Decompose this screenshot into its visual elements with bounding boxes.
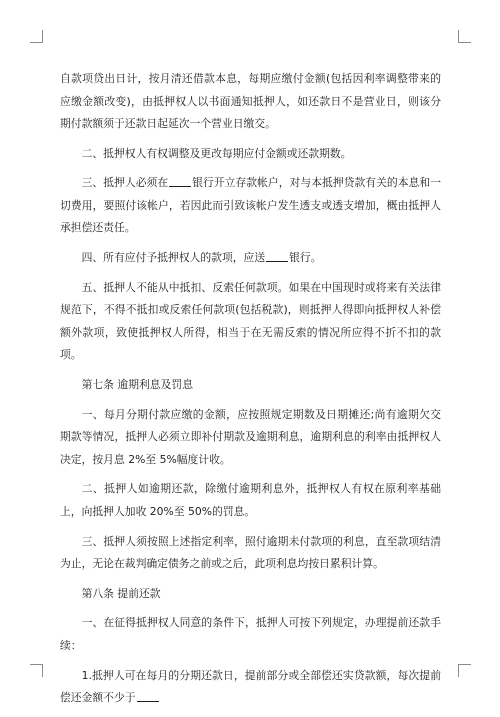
fill-in-blank — [266, 249, 288, 262]
paragraph-text-part: 三、抵押人必须在 — [81, 176, 169, 190]
paragraph-text-part: 银行。 — [289, 251, 322, 265]
paragraph-early-repayment-intro: 一、在征得抵押权人同意的条件下，抵押人可按下列规定，办理提前还款手续： — [60, 616, 441, 652]
fill-in-blank — [169, 174, 191, 187]
paragraph-text-part: 银行开立存款帐户，对与本抵押贷款有关的本息和一切费用，要照付该帐户，若因此而引致该帐户发生透支或透支增加，概由抵押人承担偿还责任。 — [60, 176, 442, 235]
paragraph-interest-accrual: 三、抵押人须按照上述指定利率，照付逾期未付款项的利息，直至款项结清为止，无论在裁判确定债务之前或之后，此项利息均按日累积计算。 — [60, 534, 441, 570]
paragraph-no-deduction: 五、抵押人不能从中抵扣、反索任何款项。如果在中国现时或将来有关法律规范下，不得不抵扣或反索任何款项(包括税款)，则抵押人得即向抵押权人补偿额外款项，致使抵押权人所得，相当于在无需反索的情况所应得不折不扣的款项。 — [60, 280, 441, 362]
crop-mark-bottom-right — [458, 664, 471, 677]
fill-in-blank — [137, 689, 159, 702]
crop-mark-top-right — [458, 30, 471, 43]
paragraph-adjust-payments: 二、抵押权人有权调整及更改每期应付金额或还款期数。 — [81, 146, 352, 160]
paragraph-text-part: 1.抵押人可在每月的分期还款日，提前部分或全部偿还实贷款额，每次提前偿还金额不少于 — [60, 668, 441, 705]
crop-mark-bottom-left — [30, 664, 43, 677]
document-body — [60, 68, 441, 717]
crop-mark-top-left — [30, 30, 43, 43]
paragraph-penalty-interest: 二、抵押人如逾期还款，除缴付逾期利息外，抵押权人有权在原利率基础上，向抵押人加收 20%至 50%的罚息。 — [60, 482, 441, 518]
paragraph-payment-bank — [60, 247, 441, 270]
section-heading-article-8: 第八条 提前还款 — [81, 586, 161, 600]
paragraph-repayment-schedule: 自款项贷出日计，按月清还借款本息，每期应缴付金额(包括因利率调整带来的应缴金额改变)，由抵押权人以书面通知抵押人，如还款日不是营业日，则该分期付款额须于还款日起延次一个营业日缴交。 — [60, 72, 441, 130]
section-heading-article-7: 第七条 逾期利息及罚息 — [81, 377, 193, 391]
paragraph-deposit-account — [60, 172, 441, 240]
paragraph-early-repayment-rule-1 — [60, 665, 441, 710]
paragraph-text-part: 四、所有应付予抵押权人的款项，应送 — [81, 251, 266, 265]
paragraph-overdue-interest: 一、每月分期付款应缴的金额，应按照规定期数及日期摊还;尚有逾期欠交期款等情况，抵押人必须立即补付期款及逾期利息，逾期利息的利率由抵押权人决定，按月息 2%至 5%幅度计收。 — [60, 407, 441, 466]
